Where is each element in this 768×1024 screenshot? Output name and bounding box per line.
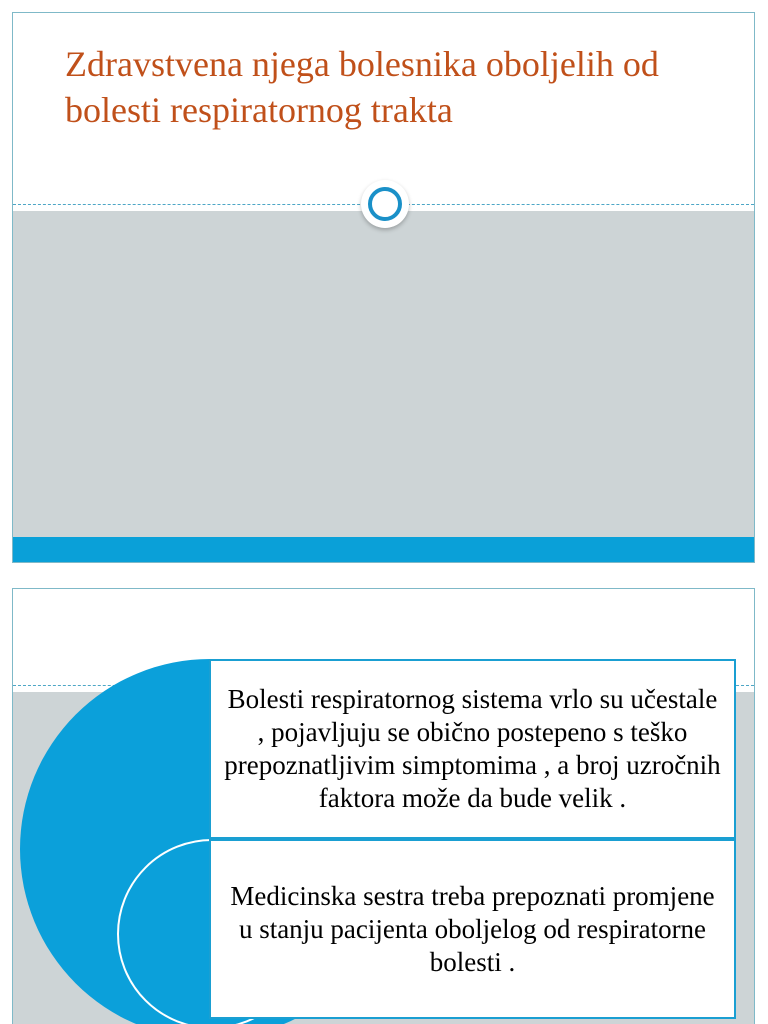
text-box-1 — [209, 659, 736, 839]
text-box-1-text: Bolesti respiratornog sistema vrlo su učestale , pojavljuju se obično postepeno s teško prepoznatljivim simptomima , a broj uzročnih faktora može da bude velik . — [224, 684, 721, 813]
circle-ring-icon — [361, 180, 409, 228]
text-box-2-text: Medicinska sestra treba prepoznati promjene u stanju pacijenta oboljelog od respiratorne bolesti . — [230, 880, 715, 977]
slide-title: Zdravstvena njega bolesnika oboljelih od bolesti respiratornog trakta — [65, 44, 659, 130]
blue-footer-bar — [13, 537, 754, 563]
gray-band — [13, 211, 754, 537]
content-slide — [12, 588, 755, 1024]
text-box-2 — [209, 839, 736, 1019]
title-slide — [12, 12, 755, 563]
